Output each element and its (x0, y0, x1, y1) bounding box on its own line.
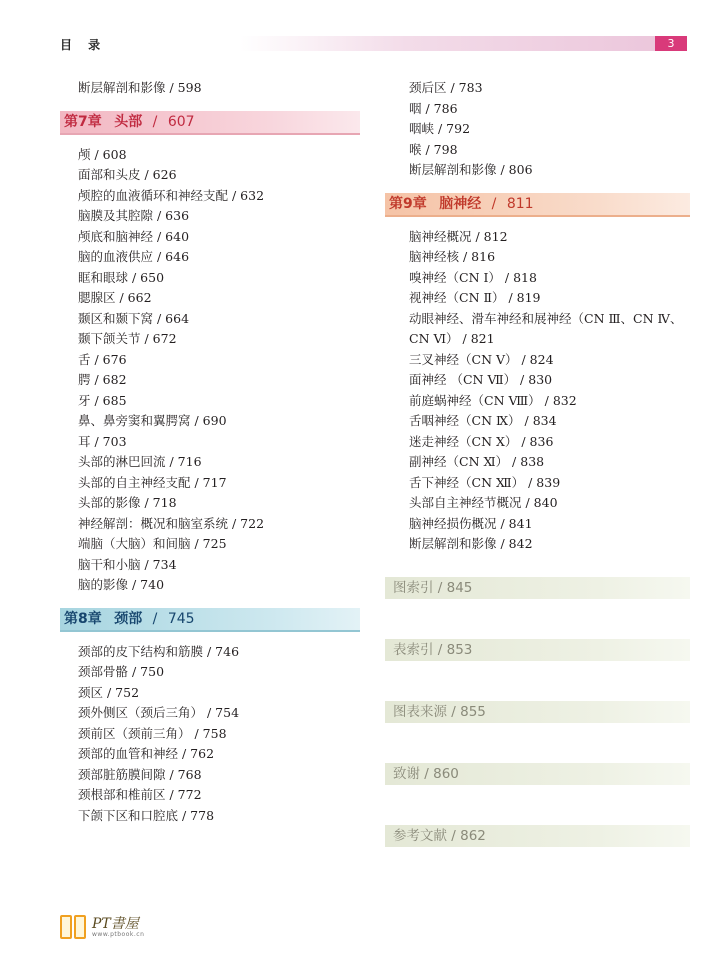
toc-entry[interactable]: 动眼神经、滑车神经和展神经（CN Ⅲ、CN Ⅳ、 (409, 310, 683, 326)
toc-entry[interactable]: 颈区 / 752 (78, 684, 140, 700)
toc-entry[interactable]: 脑膜及其腔隙 / 636 (78, 208, 190, 223)
toc-entry[interactable]: 咽 / 786 (409, 100, 458, 116)
books-icon (60, 915, 86, 939)
toc-entry[interactable]: 颞下颌关节 / 672 (78, 331, 177, 346)
toc-entry[interactable]: 断层解剖和影像 / 806 (409, 162, 533, 177)
toc-entry[interactable]: 颈部脏筋膜间隙 / 768 (78, 766, 202, 782)
toc-entry[interactable]: 颈外侧区（颈后三角） / 754 (78, 705, 240, 720)
page-number-badge: 3 (655, 36, 687, 51)
toc-entry[interactable]: 视神经（CN Ⅱ） / 819 (409, 290, 541, 305)
toc-entry[interactable]: 脑神经核 / 816 (409, 249, 496, 264)
toc-entry[interactable]: 脑干和小脑 / 734 (78, 556, 177, 572)
chapter-separator: / (491, 195, 497, 212)
toc-entry[interactable]: 颈部骨骼 / 750 (78, 664, 165, 679)
toc-entry[interactable]: 鼻、鼻旁窦和翼腭窝 / 690 (78, 413, 227, 428)
toc-entry[interactable]: 头部自主神经节概况 / 840 (409, 495, 558, 510)
toc-entry[interactable]: 舌下神经（CN Ⅻ） / 839 (409, 474, 561, 490)
toc-entry[interactable]: 颅 / 608 (78, 146, 127, 162)
toc-entry[interactable]: 颈部的皮下结构和筋膜 / 746 (78, 643, 240, 659)
toc-entry[interactable]: 颈后区 / 783 (409, 80, 483, 95)
toc-entry[interactable]: 头部的自主神经支配 / 717 (78, 474, 227, 490)
toc-entry[interactable]: 腮腺区 / 662 (78, 290, 152, 305)
chapter-separator: / (152, 610, 158, 627)
chapter-7-heading[interactable] (60, 111, 360, 135)
toc-entry[interactable]: 舌 / 676 (78, 351, 127, 367)
toc-entry[interactable]: 腭 / 682 (78, 372, 127, 387)
logo-url: www.ptbook.cn (92, 930, 145, 938)
toc-entry[interactable]: 颞区和颞下窝 / 664 (78, 310, 190, 326)
toc-entry[interactable]: 面部和头皮 / 626 (78, 167, 177, 182)
backmatter-entry[interactable]: 表索引 / 853 (385, 639, 690, 661)
chapter-8-heading[interactable] (60, 608, 360, 632)
toc-entry[interactable]: 断层解剖和影像 / 598 (78, 80, 202, 95)
toc-entry[interactable]: CN Ⅵ） / 821 (409, 331, 495, 346)
chapter-label: 第7章 (64, 113, 102, 130)
backmatter-entry[interactable]: 图表来源 / 855 (385, 701, 690, 723)
toc-entry[interactable]: 牙 / 685 (78, 392, 127, 408)
toc-entry[interactable]: 脑神经概况 / 812 (409, 228, 508, 244)
backmatter-entry[interactable]: 致谢 / 860 (385, 763, 690, 785)
backmatter-entry[interactable]: 图索引 / 845 (385, 577, 690, 599)
chapter-page: 811 (506, 195, 534, 212)
header-bar (240, 36, 655, 51)
chapter-title: 头部 (114, 113, 143, 130)
toc-entry[interactable]: 面神经 （CN Ⅶ） / 830 (409, 372, 553, 387)
toc-entry[interactable]: 耳 / 703 (78, 433, 127, 449)
chapter-separator: / (152, 113, 158, 130)
toc-entry[interactable]: 脑的影像 / 740 (78, 577, 165, 592)
toc-right-column (385, 78, 690, 887)
backmatter-entry[interactable]: 参考文献 / 862 (385, 825, 690, 847)
toc-entry[interactable]: 头部的影像 / 718 (78, 495, 177, 510)
chapter-page: 745 (167, 610, 195, 627)
toc-entry[interactable]: 端脑（大脑）和间脑 / 725 (78, 536, 227, 551)
toc-entry[interactable]: 咽峡 / 792 (409, 121, 471, 136)
toc-entry[interactable]: 舌咽神经（CN Ⅸ） / 834 (409, 413, 557, 428)
toc-entry[interactable]: 头部的淋巴回流 / 716 (78, 454, 202, 469)
toc-entry[interactable]: 颅底和脑神经 / 640 (78, 228, 190, 244)
toc-entry[interactable]: 颈根部和椎前区 / 772 (78, 787, 202, 802)
toc-entry[interactable]: 下颌下区和口腔底 / 778 (78, 807, 215, 823)
toc-entry[interactable]: 神经解剖：概况和脑室系统 / 722 (78, 515, 265, 531)
chapter-label: 第8章 (64, 610, 102, 627)
toc-entry[interactable]: 副神经（CN Ⅺ） / 838 (409, 454, 545, 469)
toc-entry[interactable]: 眶和眼球 / 650 (78, 269, 165, 285)
toc-entry[interactable]: 断层解剖和影像 / 842 (409, 536, 533, 551)
toc-entry[interactable]: 脑神经损伤概况 / 841 (409, 515, 533, 531)
chapter-title: 颈部 (114, 610, 143, 627)
toc-entry[interactable]: 喉 / 798 (409, 141, 458, 157)
toc-entry[interactable]: 三叉神经（CN Ⅴ） / 824 (409, 351, 554, 367)
header-label: 目 录 (60, 38, 107, 52)
toc-entry[interactable]: 迷走神经（CN Ⅹ） / 836 (409, 433, 554, 449)
toc-entry[interactable]: 颈前区（颈前三角） / 758 (78, 725, 227, 741)
logo-name: PT書屋 (92, 915, 139, 932)
toc-entry[interactable]: 嗅神经（CN Ⅰ） / 818 (409, 269, 537, 285)
chapter-title: 脑神经 (439, 195, 482, 212)
chapter-label: 第9章 (389, 195, 427, 212)
chapter-9-heading[interactable] (385, 193, 690, 217)
toc-left-column (60, 78, 360, 826)
chapter-page: 607 (167, 113, 195, 130)
toc-entry[interactable]: 前庭蜗神经（CN Ⅷ） / 832 (409, 392, 577, 408)
toc-entry[interactable]: 颈部的血管和神经 / 762 (78, 746, 215, 761)
toc-entry[interactable]: 颅腔的血液循环和神经支配 / 632 (78, 187, 265, 203)
publisher-logo (60, 910, 144, 944)
toc-entry[interactable]: 脑的血液供应 / 646 (78, 249, 190, 264)
